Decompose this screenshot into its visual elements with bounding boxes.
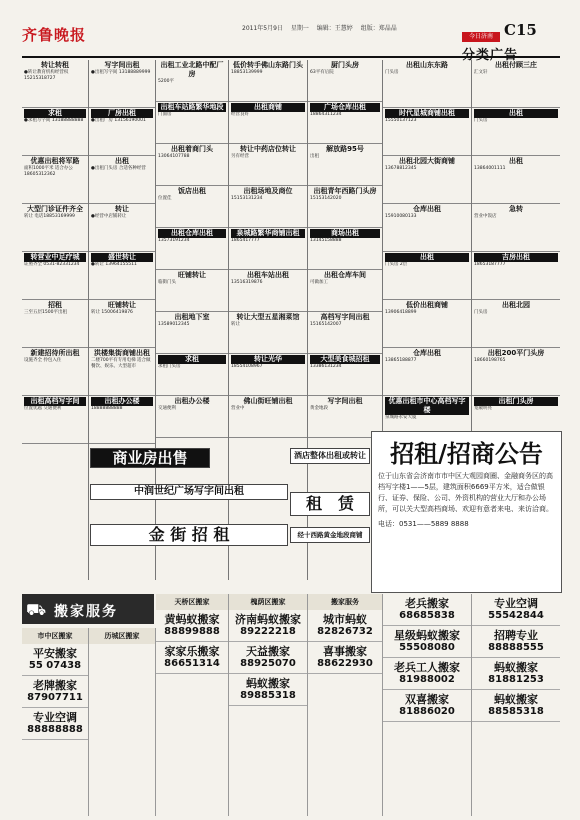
classified-ad-title: 出租北园大街商铺 <box>399 157 455 165</box>
classified-ad-title: 出租商铺 <box>231 103 305 112</box>
classified-ad-text: 面积1000平米 适合办公 18605312362 <box>24 166 73 177</box>
mover-name: 星级蚂蚁搬家 <box>394 629 460 642</box>
mover-ad <box>22 676 88 708</box>
classified-ad <box>22 396 88 444</box>
mover-phone: 55508080 <box>399 642 455 653</box>
classified-ad-title: 出租青年西路门头房 <box>313 187 377 195</box>
classified-ad-text: 泉城路永安大厦 <box>385 415 417 420</box>
classified-ad <box>472 348 560 396</box>
classified-ad-title: 出租 <box>474 109 558 118</box>
mover-phone: 55 07438 <box>28 660 82 671</box>
classified-ad-text: 二楼700平有专用电梯 适合做餐饮、娱乐、大型超市 <box>91 358 151 369</box>
classified-ad-title: 低价转手佛山东路门头 <box>233 61 303 69</box>
classified-ad <box>89 252 155 300</box>
classified-ad-text: 13064107788 <box>158 154 190 159</box>
classified-ad-text: 门头房 <box>474 310 488 315</box>
mover-name: 济南蚂蚁搬家 <box>235 613 301 626</box>
classified-ad-text: 13865188877 <box>385 358 417 363</box>
classified-ad-text: 13864001111 <box>474 166 506 171</box>
classified-ad-title: 转让中药店位转让 <box>240 145 296 153</box>
mover-ad <box>383 690 471 722</box>
classified-ad <box>472 204 560 252</box>
classified-ad-text: 15153131234 <box>231 196 263 201</box>
classified-ad <box>156 102 228 144</box>
classified-ad-title: 仓库出租 <box>413 349 441 357</box>
classified-ad <box>156 396 228 438</box>
classified-ad-text: 转让 <box>231 322 240 327</box>
bottom-col-4 <box>229 594 308 816</box>
mover-name: 蚂蚁搬家 <box>494 661 538 674</box>
mover-ad <box>22 644 88 676</box>
mover-ad <box>156 610 228 642</box>
classified-ad-title: 解放路95号 <box>326 145 364 153</box>
mover-ad <box>383 594 471 626</box>
classified-ad <box>89 60 155 108</box>
classified-ad-title: 招租 <box>48 301 62 309</box>
classified-ad <box>89 108 155 156</box>
mover-phone: 88622930 <box>317 658 373 669</box>
bottom-col-1 <box>22 628 89 816</box>
classified-ad-title: 吉房出租 <box>474 253 558 262</box>
classified-ad <box>156 60 228 102</box>
classified-ad-text: 黄金地段 <box>310 406 328 411</box>
mover-name: 黄蚂蚁搬家 <box>164 613 220 626</box>
classified-ad-title: 出租 <box>115 157 129 165</box>
bottom-col-7 <box>472 594 560 816</box>
banner-jingshi: 经十西路黄金地段商铺 <box>290 527 370 543</box>
moving-services-section <box>22 594 560 816</box>
classified-ad <box>22 300 88 348</box>
classified-ad-text: 13678812345 <box>385 166 417 171</box>
classified-ad <box>308 228 382 270</box>
district-heading: 搬家服务 <box>308 594 382 610</box>
classified-ad-title: 旺铺转让 <box>108 301 136 309</box>
classified-ad <box>156 354 228 396</box>
classified-ad-title: 优惠出租将军路 <box>30 157 80 165</box>
recruit-ad-phone-row <box>372 517 561 532</box>
classified-ad-text: 15910080133 <box>385 214 417 219</box>
classified-ad <box>229 102 307 144</box>
mover-name: 喜事搬家 <box>323 645 367 658</box>
classified-ad-text: 18888888888 <box>91 406 123 411</box>
classified-ad-text: 临街门头 <box>158 280 176 285</box>
mover-phone: 89222218 <box>240 626 296 637</box>
banner-jinjie: 金 街 招 租 <box>90 524 288 546</box>
district-heading: 市中区搬家 <box>22 628 88 644</box>
classified-ad-text: 营业中饭店 <box>474 214 497 219</box>
mover-ad <box>229 674 307 706</box>
bottom-col-6 <box>383 594 472 816</box>
classified-ad-title: 旺铺转让 <box>178 271 206 279</box>
classified-ad-title: 出租北园 <box>502 301 530 309</box>
mover-ad <box>472 626 560 658</box>
classified-ad-text: 18853139999 <box>231 70 263 75</box>
classified-ad-text: 门头房 <box>474 118 488 123</box>
classified-ad-text: 13573191234 <box>158 238 190 243</box>
classified-ad <box>308 144 382 186</box>
recruit-ad <box>371 431 562 593</box>
classified-ad-text: 63平有后院 <box>310 70 334 75</box>
classified-ad-text: 15153142020 <box>310 196 342 201</box>
classified-ad-text: 另有经营 <box>231 154 249 159</box>
classified-ad <box>308 354 382 396</box>
recruit-ad-phone-label: 电话： <box>378 520 399 528</box>
classified-ad-title: 泉城路繁华商铺出租 <box>231 229 305 238</box>
banner-zhongrun: 中润世纪广场写字间出租 <box>90 484 288 500</box>
classified-ad-text: 位置佳 <box>158 196 172 201</box>
classified-ad-text: 转让 15006419876 <box>91 310 133 315</box>
recruit-ad-title: 招租/招商公告 <box>390 439 543 468</box>
recruit-ad-phone: 0531——5889 8888 <box>399 520 469 528</box>
classified-ad-title: 出租着商门头 <box>171 145 213 153</box>
page-header <box>0 0 580 56</box>
mover-name: 平安搬家 <box>33 647 77 660</box>
service-label: 搬家服务 <box>54 604 118 620</box>
mover-phone: 88925070 <box>240 658 296 669</box>
classified-ad-title: 出租办公楼 <box>91 397 153 406</box>
classified-ad-title: 求租 <box>158 355 226 364</box>
mover-ad <box>229 610 307 642</box>
classified-ad-text: 证照齐全 0531-82331234 <box>24 262 80 267</box>
mover-ad <box>383 658 471 690</box>
classified-ad <box>22 252 88 300</box>
classified-ad-title: 急转 <box>509 205 523 213</box>
classified-ad-text: 13145158888 <box>310 238 342 243</box>
header-meta <box>242 23 403 32</box>
classified-ad-title: 出租付顾三庄 <box>495 61 537 69</box>
classified-ad <box>229 396 307 438</box>
mover-ad <box>229 642 307 674</box>
bottom-col-5 <box>308 594 383 816</box>
classified-ad <box>383 348 471 396</box>
header-editor: 编辑：王慧婷 <box>316 25 353 32</box>
masthead-logo: 齐鲁晚报 <box>22 26 87 44</box>
classified-ad-text: 13386131234 <box>310 364 342 369</box>
classified-ad-title: 仓库出租 <box>413 205 441 213</box>
mover-name: 老兵工人搬家 <box>394 661 460 674</box>
classified-ad-title: 写字间出租 <box>327 397 363 405</box>
mover-name: 家家乐搬家 <box>164 645 220 658</box>
classified-ad <box>472 108 560 156</box>
classified-ad <box>229 270 307 312</box>
classified-ad-title: 低价出租商铺 <box>406 301 448 309</box>
mover-name: 专业空调 <box>494 597 538 610</box>
classified-ad <box>156 228 228 270</box>
mover-ad <box>308 610 382 642</box>
classified-ad-title: 佛山街旺铺出租 <box>243 397 293 405</box>
classified-ad-title: 转营业中足疗城 <box>24 253 86 262</box>
classified-ad-text: 1865417777 <box>231 238 260 243</box>
classified-ad-text: 求租门头房 <box>158 364 181 369</box>
classified-ad-text: 门头房 <box>385 70 399 75</box>
classified-ad <box>89 156 155 204</box>
classified-ad-text: 交通便利 <box>158 406 176 411</box>
classified-ad-title: 高档写字间出租 <box>320 313 370 321</box>
classified-ad <box>156 186 228 228</box>
classified-ad <box>22 204 88 252</box>
header-weekday: 星期一 <box>290 25 309 32</box>
classified-ad <box>22 60 88 108</box>
classified-ad-title: 转让大型五星湘菜馆 <box>236 313 300 321</box>
mover-ad <box>472 594 560 626</box>
classified-ad <box>472 156 560 204</box>
classified-ad <box>156 144 228 186</box>
classified-ad-title: 优惠出租市中心高档写字楼 <box>385 397 469 415</box>
mover-phone: 86651314 <box>164 658 220 669</box>
classified-ad-title: 时代星城商铺出租 <box>385 109 469 118</box>
header-date: 2011年5月9日 <box>242 25 283 32</box>
classified-ad-title: 大型门诊证件齐全 <box>27 205 83 213</box>
mover-name: 专业空调 <box>33 711 77 724</box>
classified-ad <box>89 204 155 252</box>
mover-name: 招聘专业 <box>494 629 538 642</box>
classified-ad <box>229 312 307 354</box>
classified-ad-text: 15550137123 <box>385 118 417 123</box>
classified-ad <box>308 312 382 354</box>
classified-ad-title: 出租工业北路中配厂房 <box>160 61 224 78</box>
classified-ad-title: 求租 <box>24 109 86 118</box>
classified-ad-text: 门头房 2层 <box>385 262 408 267</box>
classified-ad-title: 转让 <box>115 205 129 213</box>
classified-ad <box>22 156 88 204</box>
classified-ad <box>229 228 307 270</box>
truck-icon: ⛟ <box>26 600 47 619</box>
mover-ad <box>383 626 471 658</box>
header-designer: 组版：郑晶晶 <box>360 25 397 32</box>
classified-ad-title: 盛世转让 <box>91 253 153 262</box>
mover-name: 天益搬家 <box>246 645 290 658</box>
classified-ad-text: 营业中 <box>231 406 245 411</box>
mover-phone: 88888555 <box>488 642 544 653</box>
classified-ad-title: 商场出租 <box>310 229 380 238</box>
mover-phone: 81881253 <box>488 674 544 685</box>
classified-ad <box>308 270 382 312</box>
classified-ad-text: 15165142007 <box>310 322 342 327</box>
mover-phone: 82826732 <box>317 626 373 637</box>
page-number: C15 <box>504 21 537 39</box>
column-2 <box>89 60 156 580</box>
classified-ad-title: 出租车站出租 <box>247 271 289 279</box>
mover-phone: 68685838 <box>399 610 455 621</box>
classified-ad-title: 厨门头房 <box>331 61 359 69</box>
mover-phone: 81886020 <box>399 706 455 717</box>
classified-ad-title: 出租 <box>385 253 469 262</box>
classified-ad <box>156 270 228 312</box>
classified-ad <box>383 156 471 204</box>
classified-ad-text: 三至五层1500平出租 <box>24 310 67 315</box>
classified-ad-text: ●转让 13964155511 <box>91 262 137 267</box>
mover-phone: 89885318 <box>240 690 296 701</box>
banner-hotel: 酒店整体出租或转让 <box>290 448 370 464</box>
classified-ad-text: 经营良好 <box>231 112 249 117</box>
classified-ad-title: 转让转租 <box>41 61 69 69</box>
header-rule <box>22 56 560 58</box>
classified-ad-title: 出租仓库车间 <box>324 271 366 279</box>
mover-phone: 55542844 <box>488 610 544 621</box>
classified-ad-title: 出租高档写字间 <box>24 397 86 406</box>
classified-ad-text: ●出租写字间 13188889999 <box>91 70 151 75</box>
mover-name: 蚂蚁搬家 <box>246 677 290 690</box>
classified-ad-title: 出租山东东路 <box>406 61 448 69</box>
classified-ad <box>308 60 382 102</box>
banner-commercial: 商业房出售 <box>90 448 210 468</box>
classified-ad-text: 18653187777 <box>474 262 506 267</box>
bottom-col-3 <box>156 594 229 816</box>
classified-ad-text: 转让 电话18853169999 <box>24 214 75 219</box>
mover-phone: 88899888 <box>164 626 220 637</box>
classified-ad-title: 洪楼集街商铺出租 <box>94 349 150 357</box>
classified-ad-text: 设施齐全 拎包入住 <box>24 358 62 363</box>
classified-ad <box>383 108 471 156</box>
classified-ad-title: 厂房出租 <box>91 109 153 118</box>
mover-phone: 88585318 <box>488 706 544 717</box>
classified-ad-title: 新建招待所出租 <box>30 349 80 357</box>
district-heading: 天桥区搬家 <box>156 594 228 610</box>
mover-name: 双喜搬家 <box>405 693 449 706</box>
mover-ad <box>156 642 228 674</box>
mover-name: 老兵搬家 <box>405 597 449 610</box>
classified-ad <box>89 300 155 348</box>
classified-ad-text: 18554108967 <box>231 364 263 369</box>
classified-ad-text: ●求租写字间 13188888888 <box>24 118 84 123</box>
classified-ad-title: 写字间出租 <box>104 61 140 69</box>
classified-ad <box>383 204 471 252</box>
service-header <box>22 594 154 624</box>
mover-name: 城市蚂蚁 <box>323 613 367 626</box>
classified-ad <box>229 354 307 396</box>
bottom-col-2 <box>89 628 156 816</box>
classified-ad <box>472 252 560 300</box>
classified-ad-text: 门面房 <box>158 112 172 117</box>
classified-ad <box>383 300 471 348</box>
classified-ad-text: 可做加工 <box>310 280 328 285</box>
classified-ad-text: ●转让教育机构经营权15215318727 <box>24 70 69 81</box>
mover-ad <box>22 708 88 740</box>
classified-ad-title: 转让光华 <box>231 355 305 364</box>
classified-ad <box>89 348 155 396</box>
mover-name: 老牌搬家 <box>33 679 77 692</box>
classified-ad <box>229 144 307 186</box>
mover-name: 蚂蚁搬家 <box>494 693 538 706</box>
classified-ad-text: 18864311234 <box>310 112 342 117</box>
recruit-ad-body: 位于山东省会济南市市中区大观园商圈、金融商务区的高档写字楼1——5层，建筑面积6669平方米，适合做银行、证券、保险、公司、外资机构的营业大厅和办公场所，可以关大型高档商场、欢迎有意者来电、来访洽商。 <box>378 472 553 513</box>
classified-ad-text: 宽敞明亮 <box>474 406 492 411</box>
classified-ad-text: 汇文轩 <box>474 70 488 75</box>
banner-zu: 租 赁 <box>290 492 370 516</box>
classified-ad-text: ●出租厂房 13156190001 <box>91 118 146 123</box>
classified-ad-text: 18660198765 <box>474 358 506 363</box>
column-3 <box>156 60 229 580</box>
classified-ad-text: 5200平 <box>158 79 174 84</box>
mover-phone: 88888888 <box>27 724 83 735</box>
mover-phone: 87907711 <box>27 692 83 703</box>
mover-ad <box>308 642 382 674</box>
classified-ad-title: 出租200平门头房 <box>487 349 545 357</box>
classified-ad <box>156 312 228 354</box>
classified-ad-title: 饭店出租 <box>178 187 206 195</box>
classified-ad-text: ●经营中店铺转让 <box>91 214 127 219</box>
classified-ad-text: 出租 <box>310 154 319 159</box>
classified-ad-title: 出租 <box>509 157 523 165</box>
classified-ad-text: 位置优越 交通便利 <box>24 406 62 411</box>
classified-ad-title: 出租门头房 <box>474 397 558 406</box>
classified-ad <box>89 396 155 444</box>
classified-ad <box>229 60 307 102</box>
classified-ad <box>383 252 471 300</box>
classified-ad-title: 出租仓库出租 <box>158 229 226 238</box>
classified-ad-title: 广场仓库出租 <box>310 103 380 112</box>
mover-ad <box>472 690 560 722</box>
classified-ad <box>472 300 560 348</box>
district-heading: 历城区搬家 <box>89 628 155 644</box>
classified-ad <box>229 186 307 228</box>
classified-ad-text: 13906418899 <box>385 310 417 315</box>
mover-phone: 81988002 <box>399 674 455 685</box>
classified-ad-title: 出租地下室 <box>174 313 210 321</box>
classified-ad <box>308 102 382 144</box>
classified-ad-text: 13589012345 <box>158 322 190 327</box>
region-tag: 今日济南 <box>462 32 500 42</box>
classified-ad <box>308 186 382 228</box>
classified-ad-title: 出租场地及商位 <box>243 187 293 195</box>
column-1 <box>22 60 89 580</box>
classified-ad-text: ●出租门头房 合适各种经营 <box>91 166 146 171</box>
classified-ad-title: 出租车站路繁华地段 <box>158 103 226 112</box>
classified-ad-text: 13516319876 <box>231 280 263 285</box>
classified-ad <box>22 108 88 156</box>
mover-ad <box>472 658 560 690</box>
classified-ad <box>383 60 471 108</box>
classified-ad-title: 出租办公楼 <box>174 397 210 405</box>
classified-ad <box>472 60 560 108</box>
classified-ad <box>22 348 88 396</box>
classified-ad-title: 大型美食城招租 <box>310 355 380 364</box>
district-heading: 槐荫区搬家 <box>229 594 307 610</box>
